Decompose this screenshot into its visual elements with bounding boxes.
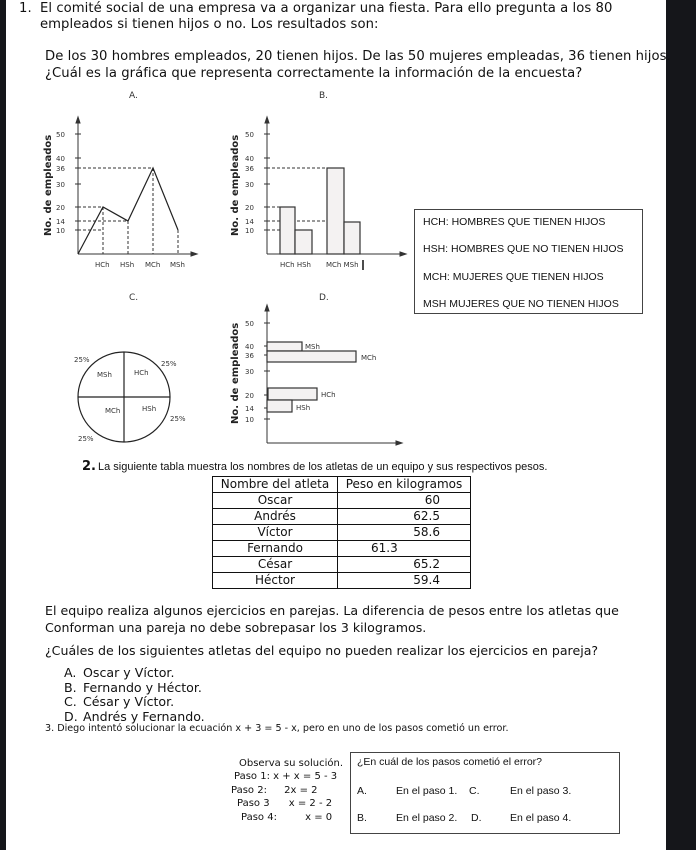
q3-option-c-text[interactable]: En el paso 3. xyxy=(510,785,572,797)
q3-step-4 xyxy=(241,812,332,823)
athlete-name: Fernando xyxy=(213,541,338,557)
table-row xyxy=(213,509,471,525)
athlete-name: Oscar xyxy=(213,493,338,509)
chart-d-ylabel: No. de empleados xyxy=(230,322,241,424)
step-label: Paso 1: xyxy=(234,771,270,782)
svg-text:MSh: MSh xyxy=(305,343,320,351)
q3-step-2 xyxy=(231,785,318,796)
svg-text:HCh: HCh xyxy=(134,369,149,377)
svg-text:25%: 25% xyxy=(74,356,90,364)
svg-text:25%: 25% xyxy=(170,415,186,423)
legend-item-mch: MCH: MUJERES QUE TIENEN HIJOS xyxy=(423,271,604,283)
table-row xyxy=(213,493,471,509)
q3-option-c-letter[interactable]: C. xyxy=(469,785,480,797)
table-header-name: Nombre del atleta xyxy=(213,477,338,493)
q2-option-b[interactable] xyxy=(64,680,202,695)
athletes-table xyxy=(212,476,471,589)
q2-question: ¿Cuáles de los siguientes atletas del equipo no pueden realizar los ejercicios en pareja? xyxy=(45,643,599,658)
q2-paragraph-line1: El equipo realiza algunos ejercicios en parejas. La diferencia de pesos entre los atletas que xyxy=(45,603,619,618)
chart-a-ylabel: No. de empleados xyxy=(43,134,54,236)
q1-question: ¿Cuál es la gráfica que representa correctamente la información de la encuesta? xyxy=(45,66,583,81)
athlete-name: Andrés xyxy=(213,509,338,525)
svg-text:36: 36 xyxy=(56,165,65,173)
option-text: Oscar y Víctor. xyxy=(83,665,175,680)
athlete-weight: 62.5 xyxy=(338,509,471,525)
svg-text:50: 50 xyxy=(56,131,65,139)
svg-text:MSh: MSh xyxy=(97,371,112,379)
option-letter: D. xyxy=(64,709,78,724)
svg-text:30: 30 xyxy=(245,181,254,189)
svg-text:25%: 25% xyxy=(161,360,177,368)
svg-text:HSh: HSh xyxy=(142,405,157,413)
q3-option-a-text[interactable]: En el paso 1. xyxy=(396,785,458,797)
svg-text:36: 36 xyxy=(245,165,254,173)
step-expr: x = 0 xyxy=(305,812,333,823)
q3-answer-box xyxy=(350,752,620,834)
step-label: Paso 3 xyxy=(237,798,270,809)
q3-question: ¿En cuál de los pasos cometió el error? xyxy=(357,756,543,768)
q2-option-d[interactable] xyxy=(64,709,205,724)
q3-step-1 xyxy=(234,771,337,782)
table-row xyxy=(213,557,471,573)
legend-item-hch: HCH: HOMBRES QUE TIENEN HIJOS xyxy=(423,216,606,228)
svg-text:10: 10 xyxy=(56,227,65,235)
athlete-name: Víctor xyxy=(213,525,338,541)
svg-text:MSh: MSh xyxy=(170,261,185,269)
table-row xyxy=(213,525,471,541)
svg-text:50: 50 xyxy=(245,320,254,328)
svg-text:HCh: HCh xyxy=(321,391,336,399)
option-letter: A. xyxy=(64,665,77,680)
svg-text:MCh: MCh xyxy=(105,407,121,415)
svg-text:14: 14 xyxy=(245,405,254,413)
step-expr: x + x = 5 - 3 xyxy=(273,771,338,782)
q3-option-d-letter[interactable]: D. xyxy=(471,812,482,824)
svg-text:30: 30 xyxy=(245,368,254,376)
svg-text:MCh: MCh xyxy=(145,261,161,269)
athlete-weight: 65.2 xyxy=(338,557,471,573)
svg-text:HSh: HSh xyxy=(296,404,311,412)
svg-text:HCh: HCh xyxy=(95,261,110,269)
q3-option-b-text[interactable]: En el paso 2. xyxy=(396,812,458,824)
chart-c-title: C. xyxy=(129,293,139,303)
legend-item-msh: MSH MUJERES QUE NO TIENEN HIJOS xyxy=(423,298,619,310)
chart-a-title: A. xyxy=(129,91,138,101)
q1-intro-line2: empleados si tienen hijos o no. Los resultados son: xyxy=(40,17,379,32)
option-text: Andrés y Fernando. xyxy=(83,709,205,724)
svg-text:20: 20 xyxy=(245,204,254,212)
q1-data-line: De los 30 hombres empleados, 20 tienen hijos. De las 50 mujeres empleadas, 36 tienen hijos. xyxy=(45,49,671,64)
chart-b-ylabel: No. de empleados xyxy=(230,134,241,236)
athlete-weight: 59.4 xyxy=(338,573,471,589)
svg-text:25%: 25% xyxy=(78,435,94,443)
legend-item-hsh: HSH: HOMBRES QUE NO TIENEN HIJOS xyxy=(423,243,624,255)
svg-text:MCh MSh: MCh MSh xyxy=(326,261,359,269)
step-label: Paso 2: xyxy=(231,785,267,796)
table-row xyxy=(213,541,471,557)
chart-b-title: B. xyxy=(319,91,329,101)
svg-text:40: 40 xyxy=(245,155,254,163)
q2-option-a[interactable] xyxy=(64,665,174,680)
q2-intro: La siguiente tabla muestra los nombres de los atletas de un equipo y sus respectivos pesos. xyxy=(98,461,548,473)
svg-text:30: 30 xyxy=(56,181,65,189)
q3-option-a-letter[interactable]: A. xyxy=(357,785,367,797)
svg-text:20: 20 xyxy=(56,204,65,212)
option-text: César y Víctor. xyxy=(83,694,175,709)
q1-number: 1. xyxy=(19,1,32,16)
svg-text:20: 20 xyxy=(245,392,254,400)
table-header-weight: Peso en kilogramos xyxy=(338,477,471,493)
chart-d xyxy=(6,0,666,460)
athlete-weight: 61.3 xyxy=(338,541,471,557)
svg-text:10: 10 xyxy=(245,227,254,235)
svg-text:14: 14 xyxy=(56,218,65,226)
q3-option-d-text[interactable]: En el paso 4. xyxy=(510,812,572,824)
table-row xyxy=(213,573,471,589)
option-letter: C. xyxy=(64,694,77,709)
option-text: Fernando y Héctor. xyxy=(83,680,202,695)
q3-step-3 xyxy=(237,798,332,809)
athlete-name: Héctor xyxy=(213,573,338,589)
q3-observe: Observa su solución. xyxy=(239,758,343,769)
svg-text:14: 14 xyxy=(245,218,254,226)
q1-intro-line1: El comité social de una empresa va a organizar una fiesta. Para ello pregunta a los 80 xyxy=(40,1,613,16)
svg-text:MCh: MCh xyxy=(361,354,377,362)
step-label: Paso 4: xyxy=(241,812,277,823)
document-page xyxy=(6,0,671,850)
athlete-weight: 58.6 xyxy=(338,525,471,541)
q3-option-b-letter[interactable]: B. xyxy=(357,812,367,824)
svg-text:40: 40 xyxy=(245,343,254,351)
table-header-row xyxy=(213,477,471,493)
q3-intro: 3. Diego intentó solucionar la ecuación x + 3 = 5 - x, pero en uno de los pasos cometió un error. xyxy=(45,723,509,734)
svg-text:40: 40 xyxy=(56,155,65,163)
svg-text:10: 10 xyxy=(245,416,254,424)
q2-number: 2. xyxy=(82,459,96,474)
athlete-weight: 60 xyxy=(338,493,471,509)
svg-text:HSh: HSh xyxy=(120,261,135,269)
athlete-name: César xyxy=(213,557,338,573)
step-expr: x = 2 - 2 xyxy=(288,798,333,809)
svg-text:HCh HSh: HCh HSh xyxy=(280,261,311,269)
svg-text:36: 36 xyxy=(245,352,254,360)
svg-text:50: 50 xyxy=(245,131,254,139)
option-letter: B. xyxy=(64,680,77,695)
q2-paragraph-line2: Conforman una pareja no debe sobrepasar los 3 kilogramos. xyxy=(45,620,427,635)
q2-option-c[interactable] xyxy=(64,694,174,709)
chart-d-title: D. xyxy=(319,293,329,303)
step-expr: 2x = 2 xyxy=(284,785,318,796)
